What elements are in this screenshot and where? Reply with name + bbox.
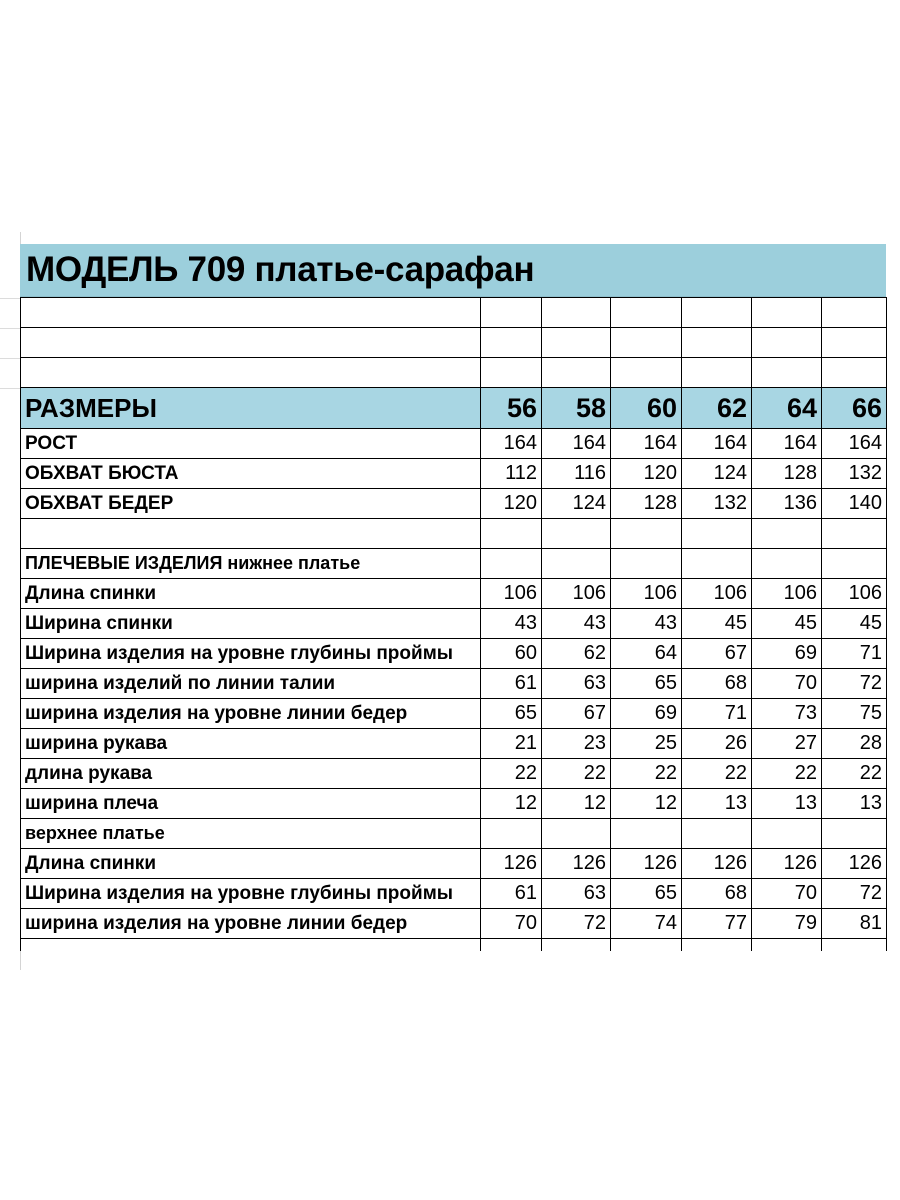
cell[interactable] — [611, 358, 682, 388]
value-cell[interactable]: 22 — [822, 759, 887, 789]
empty-row — [21, 358, 887, 388]
row-label[interactable]: ширина рукава — [21, 729, 481, 759]
value-cell[interactable]: 43 — [481, 609, 542, 639]
value-cell[interactable]: 132 — [682, 489, 752, 519]
value-cell[interactable]: 62 — [542, 639, 611, 669]
cell[interactable] — [542, 358, 611, 388]
value-cell[interactable]: 67 — [682, 639, 752, 669]
empty-row — [21, 328, 887, 358]
value-cell[interactable]: 22 — [481, 759, 542, 789]
value-cell[interactable]: 164 — [611, 429, 682, 459]
empty-row — [21, 939, 887, 952]
row-label[interactable]: Ширина спинки — [21, 609, 481, 639]
cell[interactable] — [822, 358, 887, 388]
value-cell[interactable]: 126 — [481, 849, 542, 879]
gutter-line — [0, 388, 20, 389]
cell[interactable] — [752, 328, 822, 358]
value-cell[interactable]: 81 — [822, 909, 887, 939]
size-cell[interactable]: 66 — [822, 388, 887, 429]
value-cell[interactable]: 71 — [822, 639, 887, 669]
value-cell[interactable]: 22 — [682, 759, 752, 789]
cell[interactable] — [481, 939, 542, 952]
value-cell[interactable]: 45 — [822, 609, 887, 639]
size-cell[interactable]: 60 — [611, 388, 682, 429]
value-cell[interactable]: 63 — [542, 879, 611, 909]
table-row — [21, 639, 887, 669]
value-cell[interactable]: 70 — [752, 879, 822, 909]
value-cell[interactable]: 26 — [682, 729, 752, 759]
cell[interactable] — [21, 328, 481, 358]
row-label[interactable]: ОБХВАТ БЮСТА — [21, 459, 481, 489]
row-label[interactable]: ОБХВАТ БЕДЕР — [21, 489, 481, 519]
cell[interactable] — [542, 819, 611, 849]
row-label[interactable]: ширина изделия на уровне линии бедер — [21, 909, 481, 939]
value-cell[interactable]: 79 — [752, 909, 822, 939]
value-cell[interactable]: 106 — [682, 579, 752, 609]
cell[interactable] — [542, 519, 611, 549]
value-cell[interactable]: 120 — [611, 459, 682, 489]
value-cell[interactable]: 75 — [822, 699, 887, 729]
value-cell[interactable]: 140 — [822, 489, 887, 519]
cell[interactable] — [21, 298, 481, 328]
empty-row — [21, 298, 887, 328]
size-cell[interactable]: 56 — [481, 388, 542, 429]
title-row — [20, 244, 886, 297]
gutter-line — [0, 358, 20, 359]
cell[interactable] — [611, 519, 682, 549]
cell[interactable] — [542, 328, 611, 358]
row-label[interactable]: ширина изделий по линии талии — [21, 669, 481, 699]
cell[interactable] — [752, 549, 822, 579]
cell[interactable] — [611, 328, 682, 358]
row-label[interactable]: Ширина изделия на уровне глубины проймы — [21, 639, 481, 669]
value-cell[interactable]: 65 — [611, 879, 682, 909]
value-cell[interactable]: 70 — [752, 669, 822, 699]
gutter-line — [0, 328, 20, 329]
value-cell[interactable]: 128 — [611, 489, 682, 519]
value-cell[interactable]: 68 — [682, 669, 752, 699]
value-cell[interactable]: 132 — [822, 459, 887, 489]
value-cell[interactable]: 136 — [752, 489, 822, 519]
value-cell[interactable]: 68 — [682, 879, 752, 909]
cell[interactable] — [481, 519, 542, 549]
value-cell[interactable]: 74 — [611, 909, 682, 939]
value-cell[interactable]: 126 — [682, 849, 752, 879]
value-cell[interactable]: 43 — [542, 609, 611, 639]
sheet-title: МОДЕЛЬ 709 платье-сарафан — [26, 250, 535, 289]
cell[interactable] — [752, 939, 822, 952]
value-cell[interactable]: 126 — [822, 849, 887, 879]
table-row — [21, 669, 887, 699]
value-cell[interactable]: 164 — [542, 429, 611, 459]
value-cell[interactable]: 12 — [542, 789, 611, 819]
section-header-row — [21, 549, 887, 579]
table-row — [21, 579, 887, 609]
row-label[interactable]: РОСТ — [21, 429, 481, 459]
value-cell[interactable]: 69 — [611, 699, 682, 729]
value-cell[interactable]: 13 — [682, 789, 752, 819]
value-cell[interactable]: 106 — [611, 579, 682, 609]
value-cell[interactable]: 124 — [542, 489, 611, 519]
cell[interactable] — [682, 298, 752, 328]
value-cell[interactable]: 13 — [822, 789, 887, 819]
cell[interactable] — [682, 358, 752, 388]
cell[interactable] — [611, 819, 682, 849]
value-cell[interactable]: 61 — [481, 669, 542, 699]
value-cell[interactable]: 21 — [481, 729, 542, 759]
value-cell[interactable]: 72 — [822, 669, 887, 699]
section-title-bold: ПЛЕЧЕВЫЕ ИЗДЕЛИЯ — [25, 553, 223, 573]
value-cell[interactable]: 27 — [752, 729, 822, 759]
size-cell[interactable]: 62 — [682, 388, 752, 429]
cell[interactable] — [822, 939, 887, 952]
value-cell[interactable]: 71 — [682, 699, 752, 729]
cell[interactable] — [542, 298, 611, 328]
size-chart-sheet — [20, 244, 886, 951]
value-cell[interactable]: 22 — [611, 759, 682, 789]
cell[interactable] — [682, 519, 752, 549]
value-cell[interactable]: 45 — [752, 609, 822, 639]
value-cell[interactable]: 126 — [542, 849, 611, 879]
value-cell[interactable]: 164 — [752, 429, 822, 459]
cell[interactable] — [822, 819, 887, 849]
size-cell[interactable]: 64 — [752, 388, 822, 429]
size-table — [20, 297, 887, 951]
value-cell[interactable]: 164 — [481, 429, 542, 459]
section-header[interactable]: верхнее платье — [21, 819, 481, 849]
table-row — [21, 459, 887, 489]
cell[interactable] — [611, 298, 682, 328]
value-cell[interactable]: 61 — [481, 879, 542, 909]
value-cell[interactable]: 72 — [542, 909, 611, 939]
cell[interactable] — [481, 819, 542, 849]
sizes-label[interactable]: РАЗМЕРЫ — [21, 388, 481, 429]
value-cell[interactable]: 72 — [822, 879, 887, 909]
value-cell[interactable]: 124 — [682, 459, 752, 489]
cell[interactable] — [21, 519, 481, 549]
value-cell[interactable]: 126 — [752, 849, 822, 879]
table-row — [21, 729, 887, 759]
value-cell[interactable]: 106 — [822, 579, 887, 609]
value-cell[interactable]: 64 — [611, 639, 682, 669]
table-row — [21, 909, 887, 939]
cell[interactable] — [822, 519, 887, 549]
value-cell[interactable]: 69 — [752, 639, 822, 669]
value-cell[interactable]: 120 — [481, 489, 542, 519]
cell[interactable] — [752, 519, 822, 549]
table-row — [21, 429, 887, 459]
row-label[interactable]: ширина плеча — [21, 789, 481, 819]
cell[interactable] — [542, 939, 611, 952]
row-label[interactable]: Длина спинки — [21, 579, 481, 609]
value-cell[interactable]: 12 — [611, 789, 682, 819]
cell[interactable] — [822, 328, 887, 358]
section-title-rest: нижнее платье — [222, 553, 361, 573]
cell[interactable] — [481, 358, 542, 388]
value-cell[interactable]: 77 — [682, 909, 752, 939]
value-cell[interactable]: 43 — [611, 609, 682, 639]
value-cell[interactable]: 67 — [542, 699, 611, 729]
value-cell[interactable]: 106 — [752, 579, 822, 609]
cell[interactable] — [682, 549, 752, 579]
cell[interactable] — [682, 939, 752, 952]
value-cell[interactable]: 164 — [682, 429, 752, 459]
cell[interactable] — [752, 298, 822, 328]
cell[interactable] — [682, 819, 752, 849]
cell[interactable] — [682, 328, 752, 358]
table-row — [21, 759, 887, 789]
value-cell[interactable]: 73 — [752, 699, 822, 729]
gutter-line — [0, 298, 20, 299]
cell[interactable] — [752, 358, 822, 388]
row-gutter — [0, 232, 21, 970]
section-header-row — [21, 819, 887, 849]
row-label[interactable]: Длина спинки — [21, 849, 481, 879]
cell[interactable] — [21, 939, 481, 952]
cell[interactable] — [822, 549, 887, 579]
table-row — [21, 789, 887, 819]
table-row — [21, 879, 887, 909]
value-cell[interactable]: 116 — [542, 459, 611, 489]
value-cell[interactable]: 65 — [481, 699, 542, 729]
value-cell[interactable]: 22 — [542, 759, 611, 789]
value-cell[interactable]: 106 — [542, 579, 611, 609]
cell[interactable] — [752, 819, 822, 849]
value-cell[interactable]: 65 — [611, 669, 682, 699]
value-cell[interactable]: 106 — [481, 579, 542, 609]
value-cell[interactable]: 13 — [752, 789, 822, 819]
cell[interactable] — [21, 358, 481, 388]
cell[interactable] — [481, 549, 542, 579]
cell[interactable] — [611, 939, 682, 952]
value-cell[interactable]: 22 — [752, 759, 822, 789]
row-label[interactable]: Ширина изделия на уровне глубины проймы — [21, 879, 481, 909]
section-header[interactable] — [21, 549, 481, 579]
value-cell[interactable]: 63 — [542, 669, 611, 699]
table-row — [21, 489, 887, 519]
cell[interactable] — [611, 549, 682, 579]
empty-row — [21, 519, 887, 549]
cell[interactable] — [481, 298, 542, 328]
value-cell[interactable]: 45 — [682, 609, 752, 639]
value-cell[interactable]: 70 — [481, 909, 542, 939]
table-row — [21, 849, 887, 879]
value-cell[interactable]: 164 — [822, 429, 887, 459]
value-cell[interactable]: 126 — [611, 849, 682, 879]
value-cell[interactable]: 12 — [481, 789, 542, 819]
value-cell[interactable]: 28 — [822, 729, 887, 759]
value-cell[interactable]: 60 — [481, 639, 542, 669]
cell[interactable] — [542, 549, 611, 579]
value-cell[interactable]: 25 — [611, 729, 682, 759]
table-row — [21, 699, 887, 729]
table-row — [21, 609, 887, 639]
size-cell[interactable]: 58 — [542, 388, 611, 429]
row-label[interactable]: ширина изделия на уровне линии бедер — [21, 699, 481, 729]
value-cell[interactable]: 112 — [481, 459, 542, 489]
row-label[interactable]: длина рукава — [21, 759, 481, 789]
cell[interactable] — [481, 328, 542, 358]
value-cell[interactable]: 128 — [752, 459, 822, 489]
value-cell[interactable]: 23 — [542, 729, 611, 759]
cell[interactable] — [822, 298, 887, 328]
sizes-header-row — [21, 388, 887, 429]
